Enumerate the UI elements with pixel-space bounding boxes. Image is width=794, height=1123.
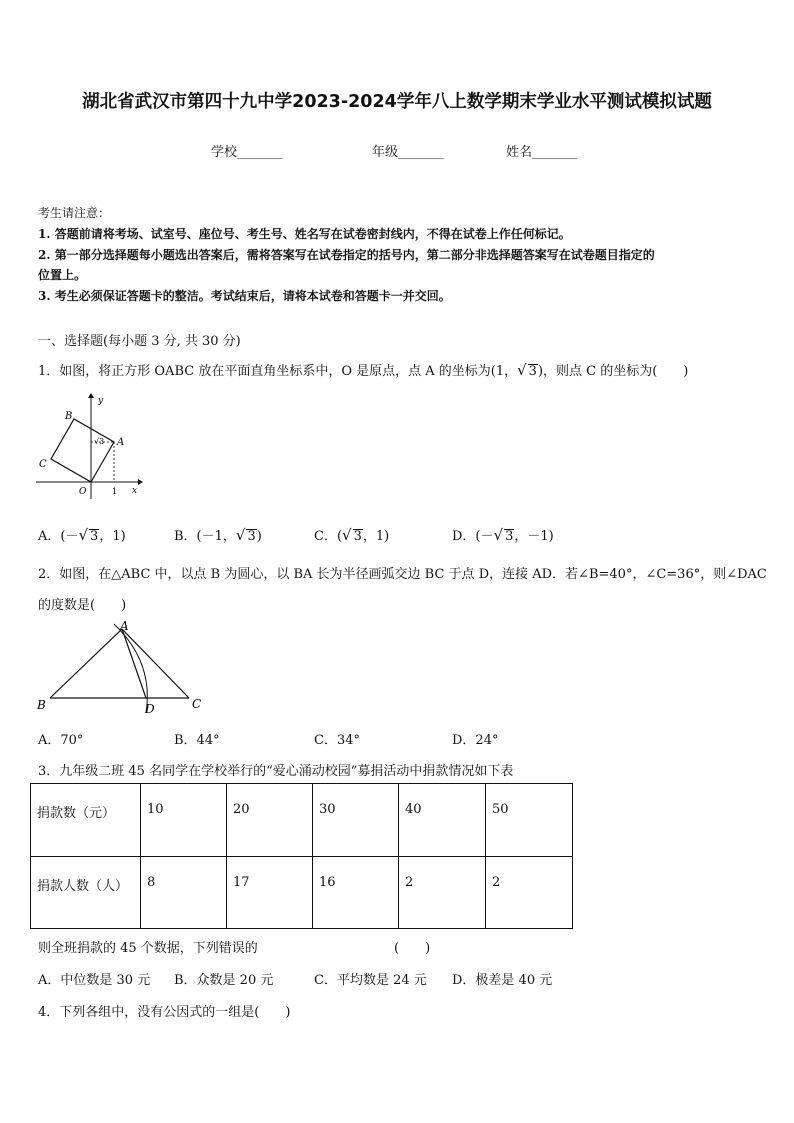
label-one: 1 [112, 487, 118, 496]
note-item: 2. 第一部分选择题每小题选出答案后，需将答案写在试卷指定的括号内，第二部分非选择题答案写在试卷题目指定的 [38, 248, 655, 262]
question-3-stem: 3．九年级二班 45 名同学在学校举行的“爱心涌动校园”募捐活动中捐款情况如下表 [38, 764, 514, 779]
question-2-stem: 2．如图，在△ABC 中，以点 B 为圆心，以 BA 长为半径画弧交边 BC 于点 D，连接 AD．若∠B=40°，∠C=36°，则∠DAC [38, 567, 767, 582]
answer-paren: ( ) [394, 941, 431, 956]
note-item: 1. 答题前请将考场、试室号、座位号、考生号、姓名写在试卷密封线内，不得在试卷上作任何标记。 [38, 227, 571, 241]
table-cell: 10 [141, 784, 227, 857]
q3-option-a: A．中位数是 30 元 [38, 973, 151, 988]
q2-option-c: C．34° [314, 733, 360, 748]
table-cell: 捐款数（元） [31, 784, 141, 857]
label-C: C [192, 697, 202, 711]
page-title: 湖北省武汉市第四十九中学2023-2024学年八上数学期末学业水平测试模拟试题 [82, 92, 712, 112]
question-2-stem-cont: 的度数是( ) [38, 598, 127, 613]
table-cell: 30 [313, 784, 399, 857]
q3-option-b: B．众数是 20 元 [174, 973, 274, 988]
table-cell: 2 [399, 857, 486, 929]
note-item: 位置上。 [38, 268, 87, 282]
q2-option-d: D．24° [452, 733, 499, 748]
q3-option-d: D．极差是 40 元 [452, 973, 553, 988]
table-cell: 40 [399, 784, 486, 857]
label-x: x [132, 486, 138, 496]
label-O: O [79, 487, 87, 497]
section-title: 一、选择题(每小题 3 分, 共 30 分) [38, 334, 241, 349]
label-D: D [145, 702, 155, 716]
question-1-stem: 1．如图，将正方形 OABC 放在平面直角坐标系中，O 是原点，点 A 的坐标为(1，√ 3)，则点 C 的坐标为( ) [38, 361, 689, 379]
table-cell: 16 [313, 857, 399, 929]
name-field: 姓名_______ [506, 145, 578, 160]
q1-option-c: C．(√ 3，1) [314, 526, 390, 544]
note-item: 3. 考生必须保证答题卡的整洁。考试结束后，请将本试卷和答题卡一并交回。 [38, 289, 451, 303]
label-B: B [65, 411, 73, 422]
q2-figure [34, 617, 214, 717]
question-3-followup: 则全班捐款的 45 个数据，下列错误的 [38, 941, 258, 956]
table-cell: 2 [486, 857, 573, 929]
notes-heading: 考生请注意： [38, 206, 111, 220]
q2-option-a: A．70° [38, 733, 84, 748]
q2-option-b: B．44° [174, 733, 220, 748]
table-cell: 20 [227, 784, 313, 857]
table-row [31, 784, 573, 857]
table-cell: 50 [486, 784, 573, 857]
q1-option-a: A．(－√ 3，1) [38, 526, 126, 544]
label-C: C [39, 459, 47, 470]
q3-option-c: C．平均数是 24 元 [314, 973, 427, 988]
donation-table [30, 783, 573, 929]
label-y: y [98, 396, 104, 406]
label-A: A [120, 619, 129, 633]
label-B: B [37, 698, 46, 712]
school-field: 学校_______ [211, 145, 283, 160]
grade-field: 年级_______ [372, 145, 444, 160]
table-cell: 17 [227, 857, 313, 929]
table-cell: 8 [141, 857, 227, 929]
table-cell: 捐款人数（人） [31, 857, 141, 929]
q1-option-d: D．(－√ 3，－1) [452, 526, 554, 544]
q1-option-b: B．(－1，√ 3) [174, 526, 262, 544]
table-row [31, 857, 573, 929]
label-A: A [117, 437, 125, 448]
label-sqrt3: √3 [94, 437, 105, 446]
q1-figure [34, 393, 144, 503]
question-4-stem: 4．下列各组中，没有公因式的一组是( ) [38, 1005, 291, 1020]
